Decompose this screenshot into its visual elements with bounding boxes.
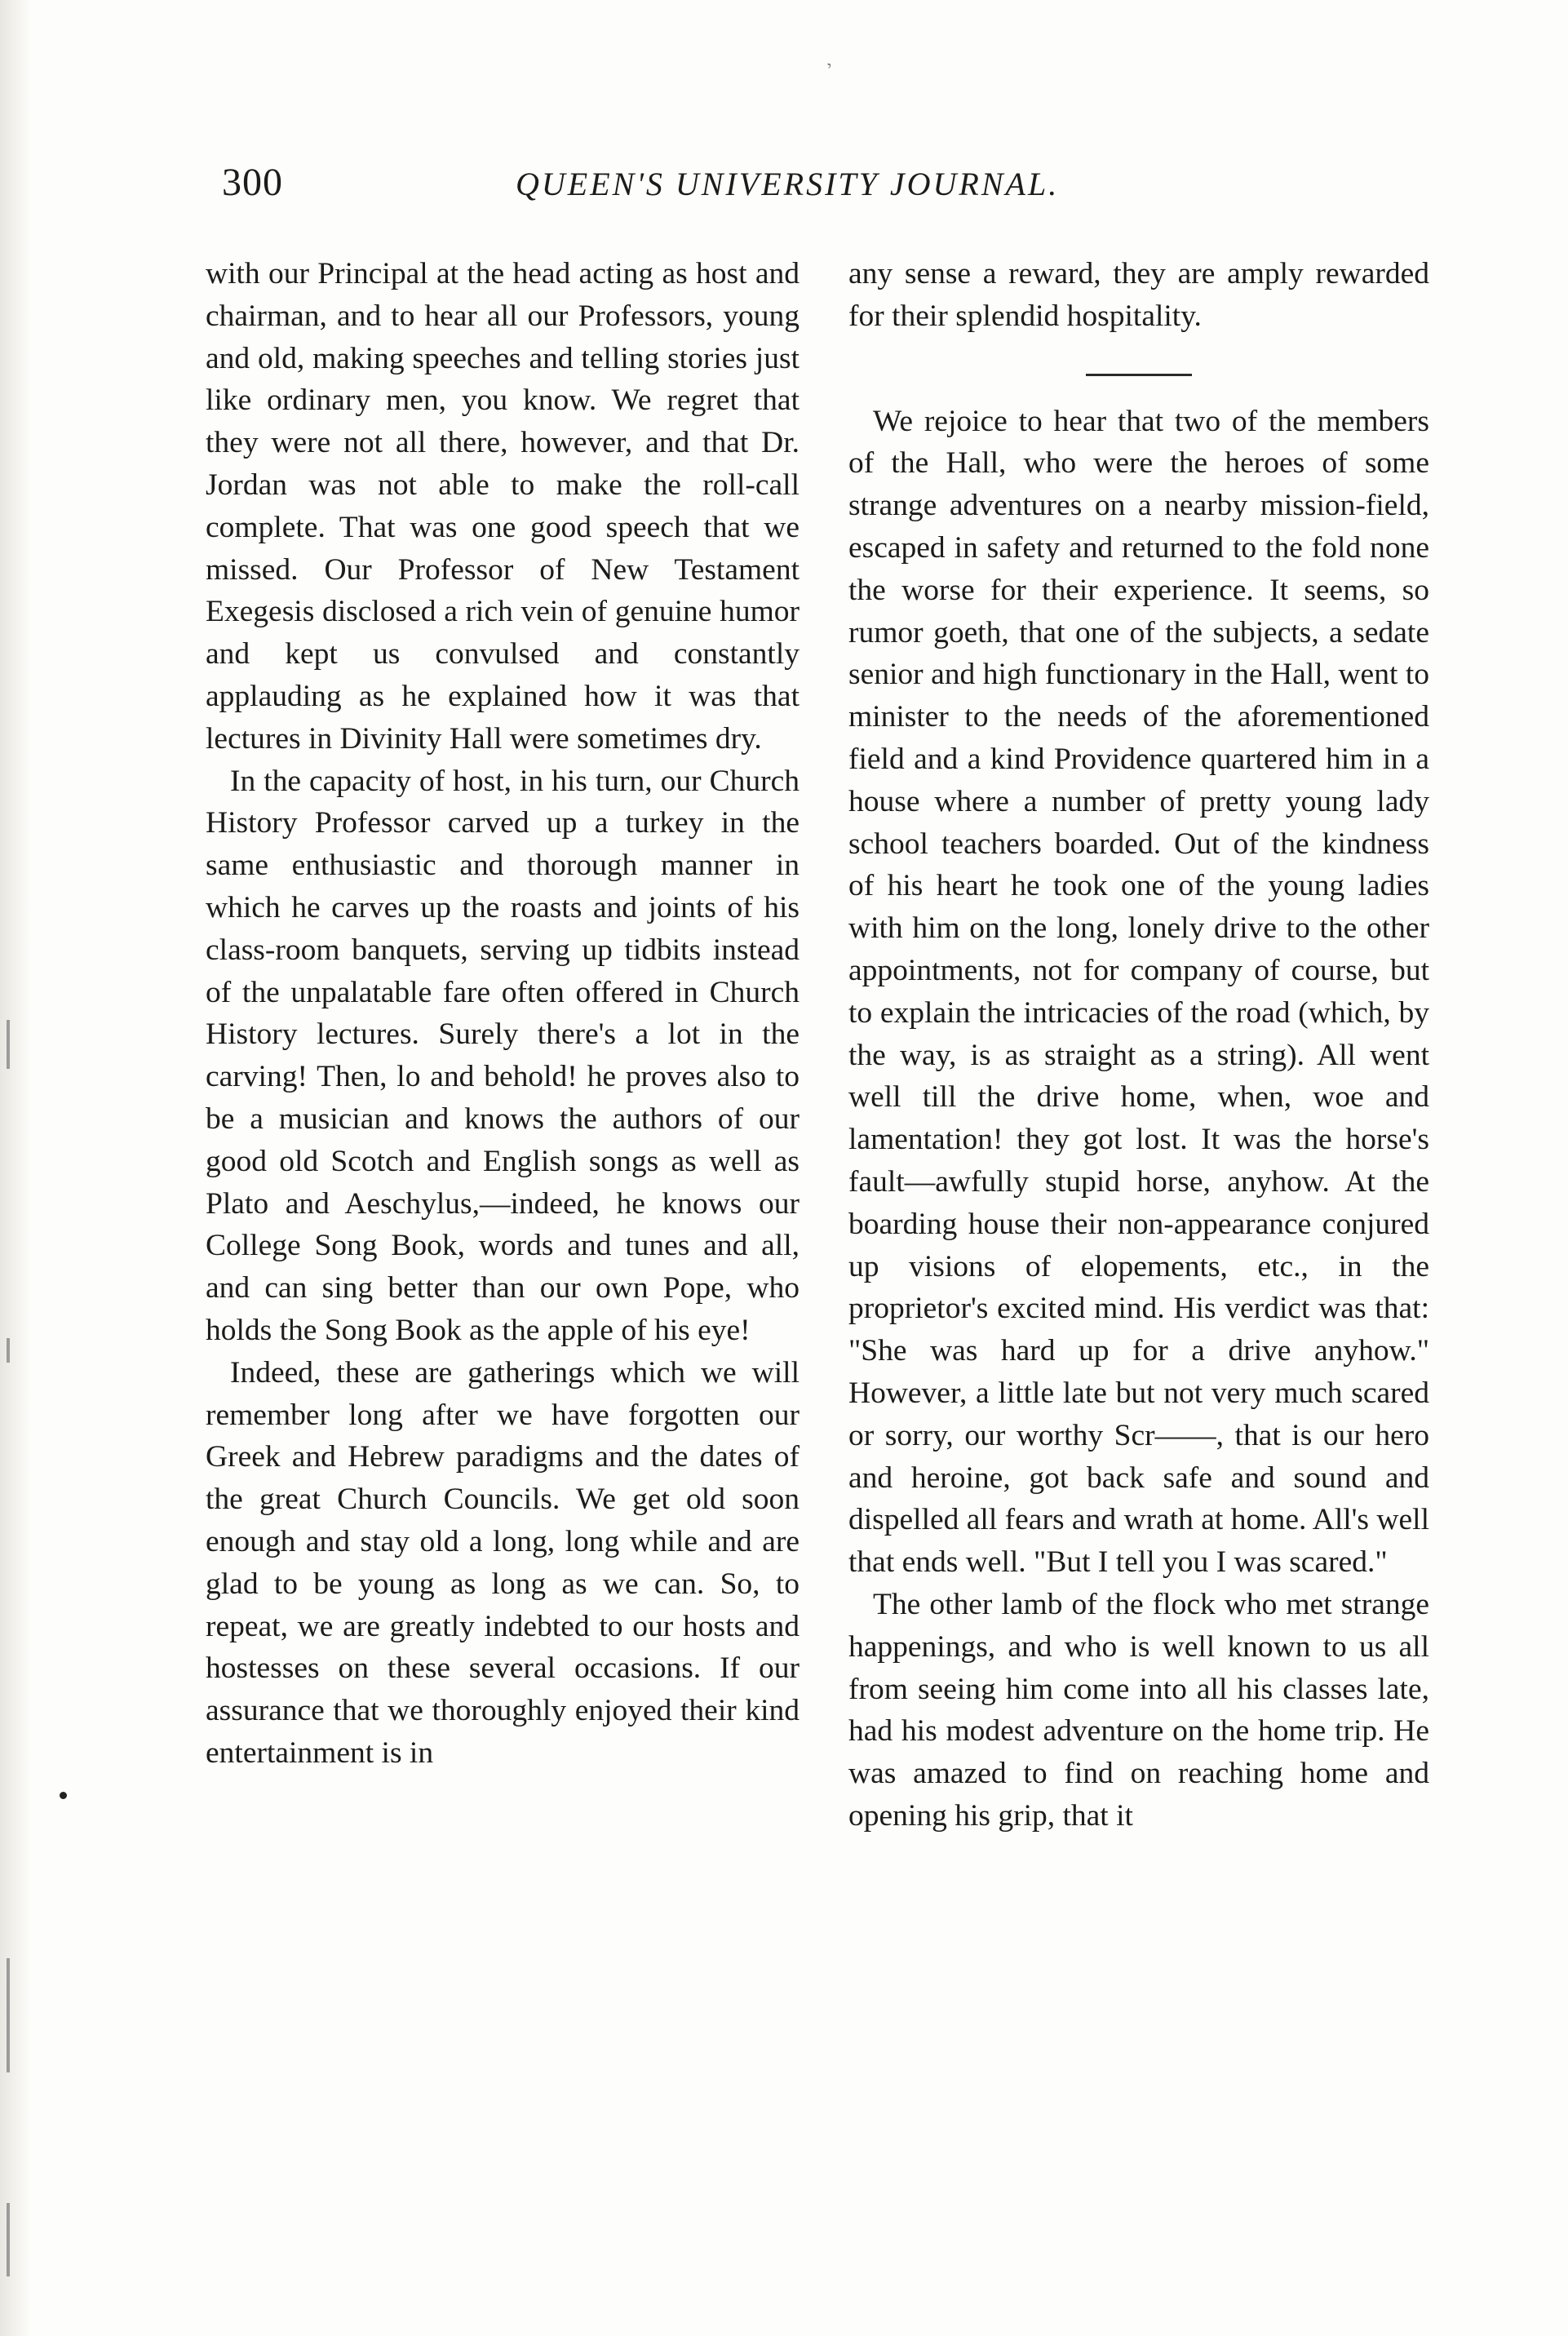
paragraph: The other lamb of the flock who met strange happenings, and who is well known to us all from seeing him come into all his classes late, had his modest adventure on the home trip. He was amazed to find on reaching home and opening his grip, that it	[848, 1587, 1429, 1833]
top-mark: י	[827, 59, 832, 77]
paragraph: Indeed, these are gatherings which we will remember long after we have forgotten our Greek and Hebrew paradigms and the dates of the great Church Councils. We get old soon enough and stay old a long, long while and are glad to be young as long as we can. So, to repeat, we are greatly indebted to our hosts and hostesses on these several occasions. If our assurance that we thoroughly enjoyed their kind entertainment is in	[206, 1355, 800, 1770]
margin-dot	[60, 1792, 67, 1799]
edge-mark	[7, 1338, 10, 1363]
edge-mark	[7, 2203, 10, 2276]
right-column	[848, 253, 1429, 1837]
section-divider	[1086, 374, 1192, 376]
paragraph: any sense a reward, they are amply rewarded for their splendid hospitality.	[848, 257, 1429, 333]
running-head: QUEEN'S UNIVERSITY JOURNAL.	[516, 166, 1060, 202]
paragraph: In the capacity of host, in his turn, our Church History Professor carved up a turkey in the same enthusiastic and thorough manner in which he carves up the roasts and joints of his class-room banquets, serving up tidbits instead of the unpalatable fare often offered in Church History lectures. Surely there's a lot in the carving! Then, lo and behold! he proves also to be a musician and knows the authors of our good old Scotch and English songs as well as Plato and Aeschylus,—indeed, he knows our College Song Book, words and tunes and all, and can sing better than our own Pope, who holds the Song Book as the apple of his eye!	[206, 764, 800, 1347]
edge-mark	[7, 1958, 10, 2072]
paragraph: with our Principal at the head acting as host and chairman, and to hear all our Professors, young and old, making speeches and telling stories just like ordinary men, you know. We regret that they were not all there, however, and that Dr. Jordan was not able to make the roll-call complete. That was one good speech that we missed. Our Professor of New Testament Exegesis disclosed a rich vein of genuine humor and kept us convulsed and constantly applauding as he explained how it was that lectures in Divinity Hall were sometimes dry.	[206, 257, 800, 756]
paragraph: We rejoice to hear that two of the members of the Hall, who were the heroes of some strange adventures on a nearby mission-field, escaped in safety and returned to the fold none the worse for their experience. It seems, so rumor goeth, that one of the subjects, a sedate senior and high functionary in the Hall, went to minister to the needs of the aforementioned field and a kind Providence quartered him in a house where a number of pretty young lady school teachers boarded. Out of the kindness of his heart he took one of the young ladies with him on the long, lonely drive to the other appointments, not for company of course, but to explain the intricacies of the road (which, by the way, is as straight as a string). All went well till the drive home, when, woe and lamentation! they got lost. It was the horse's fault—awfully stupid horse, anyhow. At the boarding house their non-appearance conjured up visions of elopements, etc., in the proprietor's excited mind. His verdict was that: "She was hard up for a drive anyhow." However, a little late but not very much scared or sorry, our worthy Scr——, that is our hero and heroine, got back safe and sound and dispelled all fears and wrath at home. All's well that ends well. "But I tell you I was scared."	[848, 404, 1429, 1580]
left-column	[206, 253, 800, 1775]
page-number: 300	[222, 161, 283, 204]
page-left-edge	[0, 0, 31, 2336]
edge-mark	[7, 1020, 10, 1069]
